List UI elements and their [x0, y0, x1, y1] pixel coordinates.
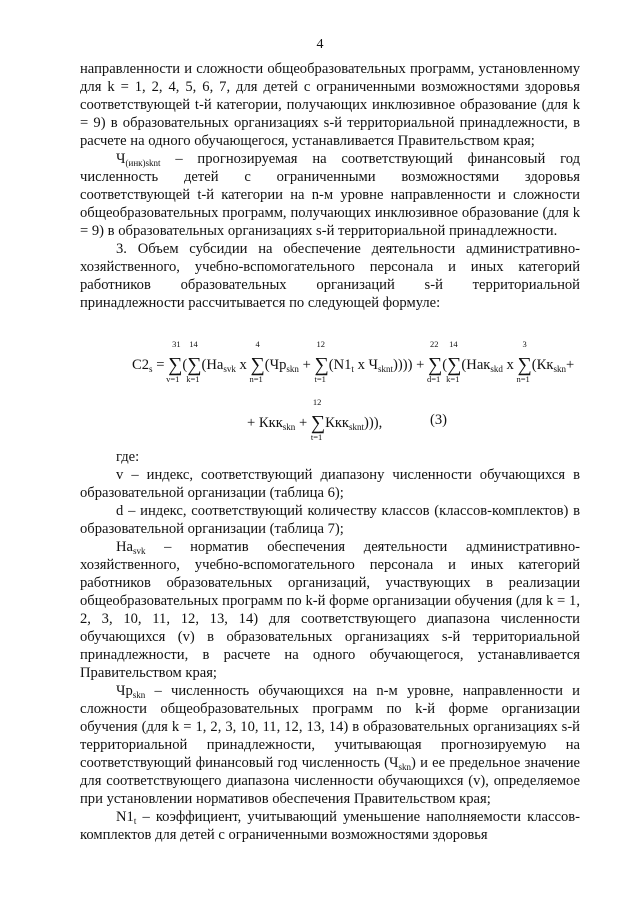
term-n1-subscript: t	[133, 816, 137, 826]
definition-n1	[80, 808, 580, 844]
sum-v-lower: v=1	[166, 374, 180, 384]
formula-term: (На	[201, 357, 224, 373]
sum-d-lower: d=1	[427, 374, 441, 384]
sigma-icon: ∑	[447, 354, 462, 376]
sigma-icon: ∑	[428, 354, 443, 376]
sum-t2-lower: t=1	[310, 432, 323, 442]
sum-n-upper: 4	[255, 339, 260, 349]
definition-ch-inc-text: – прогнозируемая на соответствующий финансовый год численность детей с ограниченными возможностями здоровья соответствующей t-й категории на n-м уровне направленности и сложности общеобразовательных программ, получающих инклюзивное образование (для k = 9) в образовательных организациях s-й территориальной принадлежности.	[80, 151, 580, 239]
term-ch-inc-subscript: (инк)sknt	[125, 158, 161, 168]
term-chr: Чр	[116, 683, 133, 699]
sigma-icon: ∑	[168, 354, 183, 376]
definition-chr-inline-subscript: skn	[398, 762, 411, 772]
sigma-icon: ∑	[314, 354, 329, 376]
sum-t-lower: t=1	[314, 374, 326, 384]
paragraph-continuation: направленности и сложности общеобразовательных программ, установленному для k = 1, 2, 4, 5, 6, 7, для детей с ограниченными возможностями здоровья соответствующей t-й категории, получающих инклюзивное образование (для k = 9) в образовательных организациях s-й территориальной принадлежности, в расчете на одного обучающегося, устанавливается Правительством края;	[80, 61, 580, 149]
where-label: где:	[116, 449, 140, 465]
formula-subscript: svk	[223, 364, 236, 374]
definition-chr-text-2: ) и ее предельное значение для соответствующего диапазона численности обучающихся (v), определяемое при установлении нормативов обеспечения Правительством края;	[80, 755, 580, 807]
sum-k-lower: k=1	[186, 374, 200, 384]
formula-term: + Ккк	[247, 415, 283, 431]
sum-t2	[310, 397, 326, 442]
sum-t2-upper: 12	[312, 397, 322, 407]
formula-equals: =	[152, 357, 169, 373]
sum-n	[249, 339, 265, 384]
term-ch-inc: Ч	[116, 151, 126, 167]
formula-operator: +	[298, 357, 315, 373]
formula-subscript: skd	[490, 364, 503, 374]
definition-d: d – индекс, соответствующий количеству классов (классов-комплектов) в образовательной организации (таблица 7);	[80, 503, 580, 537]
sum-v-upper: 31	[172, 339, 181, 349]
formula-subscript: skn	[553, 364, 566, 374]
sum-n2-upper: 3	[522, 339, 527, 349]
sum-k	[186, 339, 202, 384]
sum-k2-upper: 14	[449, 339, 458, 349]
term-n1: N1	[116, 809, 134, 825]
formula-number: (3)	[430, 412, 448, 428]
formula-operator: x	[502, 357, 518, 373]
formula-lhs-subscript: s	[149, 364, 153, 374]
formula-operator: x	[235, 357, 251, 373]
sum-n2-lower: n=1	[516, 374, 530, 384]
formula-subscript: skn	[286, 364, 299, 374]
formula-line-1: $С2_s$ = 31 ∑ v=1 ( 14 ∑ k=1 ($На_{svk}$ x 4 ∑ n=1 ($Чр_{skn}$ + 12 ∑ t=1 ($N1_t$ x $Ч_{sknt}$)))) + 22 ∑ d=1 ( 14 ∑ k=1 (Нак$_{skd}$ x 3 ∑ n=1 ($Кк_{skn}+$	[132, 339, 575, 384]
formula-term: Ккк	[325, 415, 350, 431]
sum-k2-lower: k=1	[446, 374, 460, 384]
term-na: На	[116, 539, 134, 555]
formula-subscript: t	[351, 364, 354, 374]
sum-t-upper: 12	[316, 339, 325, 349]
sigma-icon: ∑	[517, 354, 532, 376]
definition-na-text: – норматив обеспечения деятельности административно-хозяйственного, учебно-вспомогательного персонала и иных категорий работников образовательных организаций, участвующих в реализации общеобразовательных программ по k-й форме организации обучения (для k = 1, 2, 3, 10, 11, 12, 13, 14) для соответствующего диапазона численности обучающихся (v) в образовательных организациях s-й территориальной принадлежности, в расчете на одного обучающегося, устанавливается Правительством края;	[80, 539, 580, 681]
sigma-icon: ∑	[187, 354, 202, 376]
sum-k-upper: 14	[189, 339, 198, 349]
definition-v: v – индекс, соответствующий диапазону численности обучающихся в образовательной организации (таблица 6);	[80, 467, 580, 501]
formula-term: (Чр	[264, 357, 287, 373]
formula-term: (N1	[328, 357, 352, 373]
sum-v	[166, 339, 183, 384]
sigma-icon: ∑	[250, 354, 265, 376]
sum-d	[427, 339, 443, 384]
formula-subscript: sknt	[349, 422, 365, 432]
document-body	[80, 60, 580, 844]
formula-operator: +	[295, 415, 311, 431]
formula-term: x Ч	[353, 357, 379, 373]
sum-d-upper: 22	[430, 339, 439, 349]
definition-ch-inc	[80, 150, 580, 240]
sum-n2	[516, 339, 532, 384]
formula-lhs: С2	[132, 357, 150, 373]
term-na-subscript: svk	[133, 546, 146, 556]
definition-na	[80, 538, 580, 682]
formula-term: (Нак	[461, 357, 491, 373]
definition-n1-text: – коэффициент, учитывающий уменьшение наполняемости классов-комплектов для детей с ограниченными возможностями здоровья	[80, 809, 580, 843]
formula-term: (Кк	[531, 357, 554, 373]
formula-line-2	[247, 397, 383, 442]
sum-t	[314, 339, 329, 384]
term-chr-subscript: skn	[132, 690, 146, 700]
definition-chr-text-1: – численность обучающихся на n-м уровне, направленности и сложности общеобразовательных программ по k-й форме организации обучения (для k = 1, 2, 3, 10, 11, 12, 13, 14) в образовательных организациях s-й территориальной принадлежности, учитывающая прогнозируемую на соответствующий финансовый год численность (Ч	[80, 683, 580, 771]
formula-operator: +	[565, 357, 575, 373]
sum-k2	[446, 339, 462, 384]
formula-subscript: skn	[282, 422, 296, 432]
page-number: 4	[316, 37, 324, 52]
formula-subscript: sknt	[378, 364, 394, 374]
definition-chr	[80, 682, 580, 808]
sum-n-lower: n=1	[249, 374, 263, 384]
formula-operator: )))) +	[393, 357, 429, 373]
formula-operator: ))),	[364, 415, 383, 431]
sigma-icon: ∑	[310, 412, 326, 434]
formula-3	[80, 312, 580, 446]
paragraph-3: 3. Объем субсидии на обеспечение деятельности административно-хозяйственного, учебно-вспомогательного персонала и иных категорий работников образовательных организаций s-й территориальной принадлежности рассчитывается по следующей формуле:	[80, 241, 580, 311]
